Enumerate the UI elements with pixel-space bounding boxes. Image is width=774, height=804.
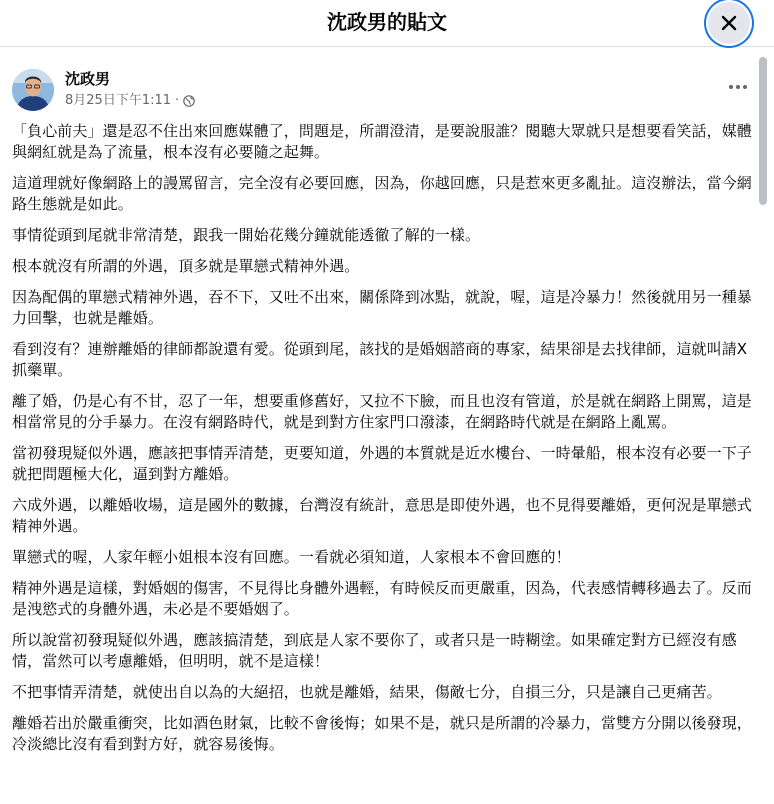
more-options-icon-dot bbox=[736, 85, 740, 89]
scrollbar-thumb[interactable] bbox=[759, 57, 767, 205]
post-paragraph: 所以說當初發現疑似外遇，應該搞清楚，到底是人家不要你了，或者只是一時糊塗。如果確定對方已經沒有感情，當然可以考慮離婚，但明明，就不是這樣！ bbox=[12, 631, 737, 670]
post-paragraph: 這道理就好像網路上的謾罵留言，完全沒有必要回應，因為，你越回應，只是惹來更多亂扯。這沒辦法，當今網路生態就是如此。 bbox=[12, 174, 752, 213]
post-paragraph: 因為配偶的單戀式精神外遇，吞不下，又吐不出來，關係降到冰點，就說，喔，這是冷暴力！然後就用另一種暴力回擊，也就是離婚。 bbox=[12, 288, 752, 327]
post-header bbox=[12, 69, 752, 113]
post-paragraph: 離婚若出於嚴重衝突，比如酒色財氣，比較不會後悔；如果不是，就只是所謂的冷暴力，當雙方分開以後發現，冷淡總比沒有看到對方好，就容易後悔。 bbox=[12, 714, 752, 753]
post-paragraph: 六成外遇，以離婚收場，這是國外的數據，台灣沒有統計，意思是即使外遇，也不見得要離婚，更何況是單戀式精神外遇。 bbox=[12, 496, 752, 535]
post-paragraph: 「負心前夫」還是忍不住出來回應媒體了，問題是，所謂澄清，是要說服誰？閱聽大眾就只是想要看笑話，媒體與網紅就是為了流量，根本沒有必要隨之起舞。 bbox=[12, 122, 752, 161]
post-paragraph: 不把事情弄清楚，就使出自以為的大絕招，也就是離婚，結果，傷敵七分，自損三分，只是讓自己更痛苦。 bbox=[12, 683, 722, 701]
dialog-header bbox=[0, 0, 774, 47]
post-paragraph: 看到沒有？連辦離婚的律師都說還有愛。從頭到尾，該找的是婚姻諮商的專家，結果卻是去找律師，這就叫請X抓藥單。 bbox=[12, 340, 748, 379]
author-name[interactable]: 沈政男 bbox=[65, 70, 111, 88]
scrollbar[interactable] bbox=[756, 47, 774, 804]
post-paragraph: 單戀式的喔，人家年輕小姐根本沒有回應。一看就必須知道，人家根本不會回應的！ bbox=[12, 548, 571, 566]
post-paragraph: 當初發現疑似外遇，應該把事情弄清楚，更要知道，外遇的本質就是近水樓台、一時暈船，根本沒有必要一下子就把問題極大化，逼到對方離婚。 bbox=[12, 444, 752, 483]
post-meta bbox=[65, 93, 195, 109]
dialog-title: 沈政男的貼文 bbox=[327, 10, 447, 34]
post-timestamp[interactable]: 8月25日下午1:11 bbox=[65, 93, 172, 108]
post-paragraph: 根本就沒有所謂的外遇，頂多就是單戀式精神外遇。 bbox=[12, 257, 360, 275]
post-paragraph: 精神外遇是這樣，對婚姻的傷害，不見得比身體外遇輕，有時候反而更嚴重，因為，代表感情轉移過去了。反而是洩慾式的身體外遇，未必是不要婚姻了。 bbox=[12, 579, 752, 618]
post-content[interactable] bbox=[0, 47, 756, 804]
close-icon bbox=[720, 14, 738, 32]
post-paragraph: 事情從頭到尾就非常清楚，跟我一開始花幾分鐘就能透徹了解的一樣。 bbox=[12, 226, 481, 244]
globe-icon bbox=[183, 95, 195, 107]
more-options-icon bbox=[729, 85, 733, 89]
post-text bbox=[12, 121, 752, 765]
more-options-button[interactable] bbox=[724, 77, 752, 97]
close-button[interactable] bbox=[708, 2, 750, 44]
more-options-icon-dot bbox=[743, 85, 747, 89]
meta-separator: · bbox=[175, 93, 180, 108]
post-paragraph: 離了婚，仍是心有不甘，忍了一年，想要重修舊好，又拉不下臉，而且也沒有管道，於是就在網路上開罵，這是相當常見的分手暴力。在沒有網路時代，就是到對方住家門口潑漆，在網路時代就是在網路上亂罵。 bbox=[12, 392, 752, 431]
avatar[interactable] bbox=[12, 69, 54, 111]
